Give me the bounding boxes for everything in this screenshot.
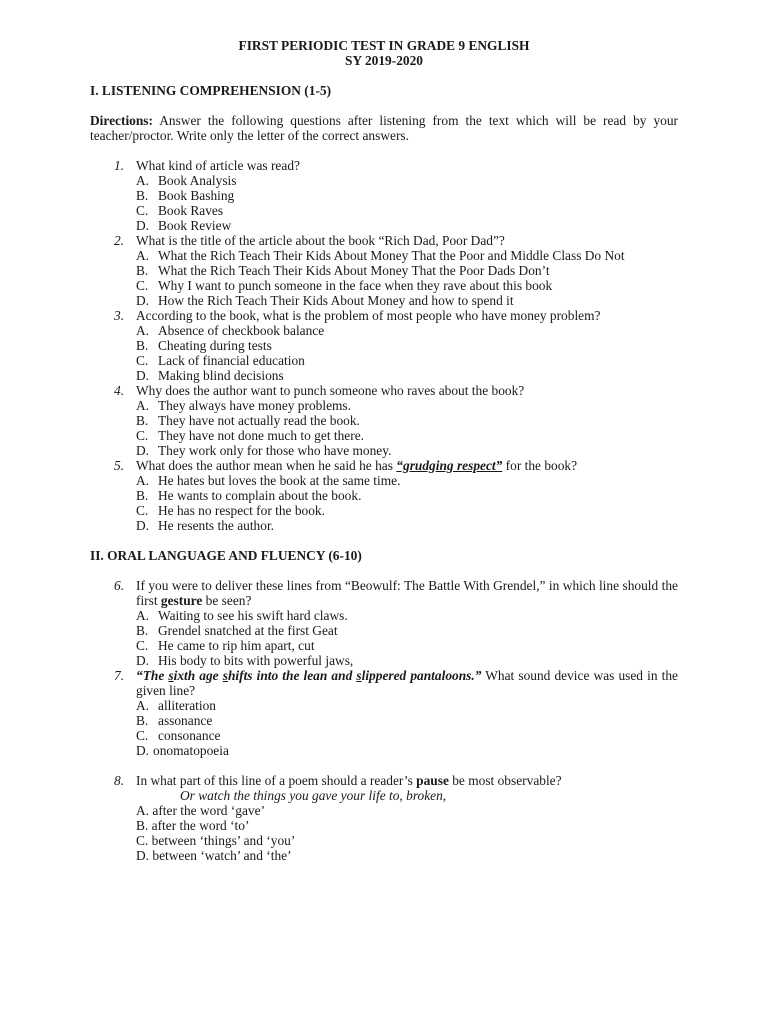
option-text: Cheating during tests [158, 338, 272, 353]
option-text: after the word ‘gave’ [152, 803, 266, 818]
option-text: They work only for those who have money. [158, 443, 392, 458]
option-text: assonance [158, 713, 213, 728]
emphasized-phrase: “grudging respect” [396, 458, 503, 473]
question-text [136, 773, 678, 788]
option [90, 443, 678, 458]
test-title: FIRST PERIODIC TEST IN GRADE 9 ENGLISH [238, 38, 530, 53]
option-letter: B. [136, 488, 149, 503]
option-letter: A. [136, 323, 150, 338]
option-letter: A. [136, 698, 150, 713]
option [90, 263, 678, 278]
option-text: Book Bashing [158, 188, 235, 203]
option-letter: B. [136, 623, 149, 638]
option-text: alliteration [158, 698, 217, 713]
question-number: 3. [114, 308, 125, 323]
option-letter: B. [136, 263, 149, 278]
option [90, 743, 678, 758]
option [90, 338, 678, 353]
question-text-part: In what part of this line of a poem should a reader’s [136, 773, 417, 788]
directions-label: Directions: [90, 113, 153, 128]
quote-part: lippered pantaloons.” [361, 668, 482, 683]
option-letter: C. [136, 503, 149, 518]
question-text-part: If you were to deliver these lines from “Beowulf: The Battle With Grendel,” in which line should the first [136, 578, 678, 608]
option [90, 398, 678, 413]
option [90, 833, 678, 848]
question-number: 6. [114, 578, 125, 593]
option [90, 608, 678, 623]
question-5 [90, 458, 678, 473]
option-letter: C. [136, 203, 149, 218]
option [90, 248, 678, 263]
option [90, 713, 678, 728]
option [90, 473, 678, 488]
quote-part: hifts into the lean and [227, 668, 357, 683]
option-text: He resents the author. [158, 518, 275, 533]
option [90, 638, 678, 653]
option [90, 218, 678, 233]
option [90, 353, 678, 368]
option-letter: A. [136, 803, 150, 818]
option-text: Book Analysis [158, 173, 237, 188]
option [90, 278, 678, 293]
underlined-letter: s [356, 668, 362, 683]
school-year: SY 2019-2020 [345, 53, 423, 68]
option [90, 698, 678, 713]
option [90, 518, 678, 533]
question-text: According to the book, what is the problem of most people who have money problem? [136, 308, 601, 323]
option-letter: A. [136, 608, 150, 623]
question-number: 5. [114, 458, 125, 473]
question-3 [90, 308, 678, 323]
option-letter: D. [136, 368, 150, 383]
question-number: 1. [114, 158, 125, 173]
option-text: Why I want to punch someone in the face when they rave about this book [158, 278, 553, 293]
option-text: consonance [158, 728, 221, 743]
question-2 [90, 233, 678, 248]
option-text: between ‘things’ and ‘you’ [151, 833, 296, 848]
option-letter: D. [136, 743, 150, 758]
option [90, 293, 678, 308]
option [90, 428, 678, 443]
option-letter: A. [136, 398, 150, 413]
question-text: What kind of article was read? [136, 158, 300, 173]
option [90, 803, 678, 818]
option-letter: C. [136, 428, 149, 443]
option-text: What the Rich Teach Their Kids About Money That the Poor and Middle Class Do Not [158, 248, 625, 263]
question-6 [90, 578, 678, 608]
question-text [136, 458, 678, 473]
option-letter: D. [136, 653, 150, 668]
underlined-letter: s [168, 668, 174, 683]
option [90, 488, 678, 503]
option-letter: B. [136, 818, 149, 833]
section-2-title: II. ORAL LANGUAGE AND FLUENCY (6-10) [90, 548, 362, 563]
option-text: Grendel snatched at the first Geat [158, 623, 338, 638]
option-text: He has no respect for the book. [158, 503, 325, 518]
option-text: What the Rich Teach Their Kids About Money That the Poor Dads Don’t [158, 263, 550, 278]
emphasized-word: pause [416, 773, 449, 788]
option-text: Lack of financial education [158, 353, 305, 368]
question-1 [90, 158, 678, 173]
option-text: Waiting to see his swift hard claws. [158, 608, 348, 623]
option-text: He wants to complain about the book. [158, 488, 362, 503]
option-text: How the Rich Teach Their Kids About Money and how to spend it [158, 293, 514, 308]
option-letter: D. [136, 218, 150, 233]
option [90, 368, 678, 383]
directions [90, 113, 678, 143]
option [90, 728, 678, 743]
option-text: Book Raves [158, 203, 224, 218]
option [90, 818, 678, 833]
option-letter: D. [136, 848, 150, 863]
option [90, 653, 678, 668]
question-text: Why does the author want to punch someone who raves about the book? [136, 383, 525, 398]
option-letter: B. [136, 188, 149, 203]
option [90, 848, 678, 863]
option [90, 188, 678, 203]
option [90, 623, 678, 638]
option-text: Absence of checkbook balance [158, 323, 325, 338]
option-text: They have not actually read the book. [158, 413, 360, 428]
option-text: His body to bits with powerful jaws, [158, 653, 354, 668]
quoted-line [136, 668, 481, 683]
question-text: What is the title of the article about the book “Rich Dad, Poor Dad”? [136, 233, 505, 248]
option-letter: B. [136, 413, 149, 428]
option-text: onomatopoeia [153, 743, 229, 758]
option-text: They have not done much to get there. [158, 428, 364, 443]
question-7 [90, 668, 678, 698]
option-letter: D. [136, 293, 150, 308]
question-number: 4. [114, 383, 125, 398]
option-letter: B. [136, 713, 149, 728]
option [90, 203, 678, 218]
question-text-part: be most observable? [448, 773, 562, 788]
question-4 [90, 383, 678, 398]
option-letter: D. [136, 518, 150, 533]
quote-part: “The [136, 668, 169, 683]
option [90, 173, 678, 188]
question-text [136, 668, 678, 698]
question-text-part: be seen? [202, 593, 252, 608]
question-text-part: What does the author mean when he said he has [136, 458, 397, 473]
directions-text: Answer the following questions after listening from the text which will be read by your teacher/proctor. Write only the letter of the correct answers. [90, 113, 678, 143]
option [90, 323, 678, 338]
option-text: They always have money problems. [158, 398, 351, 413]
option-letter: C. [136, 728, 149, 743]
option-letter: C. [136, 638, 149, 653]
underlined-letter: s [222, 668, 228, 683]
option-text: He hates but loves the book at the same time. [158, 473, 401, 488]
emphasized-word: gesture [160, 593, 203, 608]
question-text-part: for the book? [502, 458, 578, 473]
question-8 [90, 773, 678, 788]
option-text: Book Review [158, 218, 232, 233]
question-text [136, 578, 678, 608]
poem-line: Or watch the things you gave your life to, broken, [180, 788, 447, 803]
question-number: 8. [114, 773, 125, 788]
option-letter: A. [136, 473, 150, 488]
option-letter: C. [136, 278, 149, 293]
option-text: between ‘watch’ and ‘the’ [152, 848, 292, 863]
question-text-part: What sound device was used in the given line? [136, 668, 678, 698]
option-letter: C. [136, 353, 149, 368]
question-number: 7. [114, 668, 125, 683]
option-text: after the word ‘to’ [151, 818, 250, 833]
option-text: He came to rip him apart, cut [158, 638, 315, 653]
option-letter: D. [136, 443, 150, 458]
section-1-title: I. LISTENING COMPREHENSION (1-5) [90, 83, 332, 98]
option-letter: B. [136, 338, 149, 353]
option-text: Making blind decisions [158, 368, 284, 383]
option [90, 413, 678, 428]
option-letter: C. [136, 833, 149, 848]
quote-part: ixth age [173, 668, 223, 683]
option-letter: A. [136, 248, 150, 263]
question-number: 2. [114, 233, 125, 248]
option [90, 503, 678, 518]
option-letter: A. [136, 173, 150, 188]
